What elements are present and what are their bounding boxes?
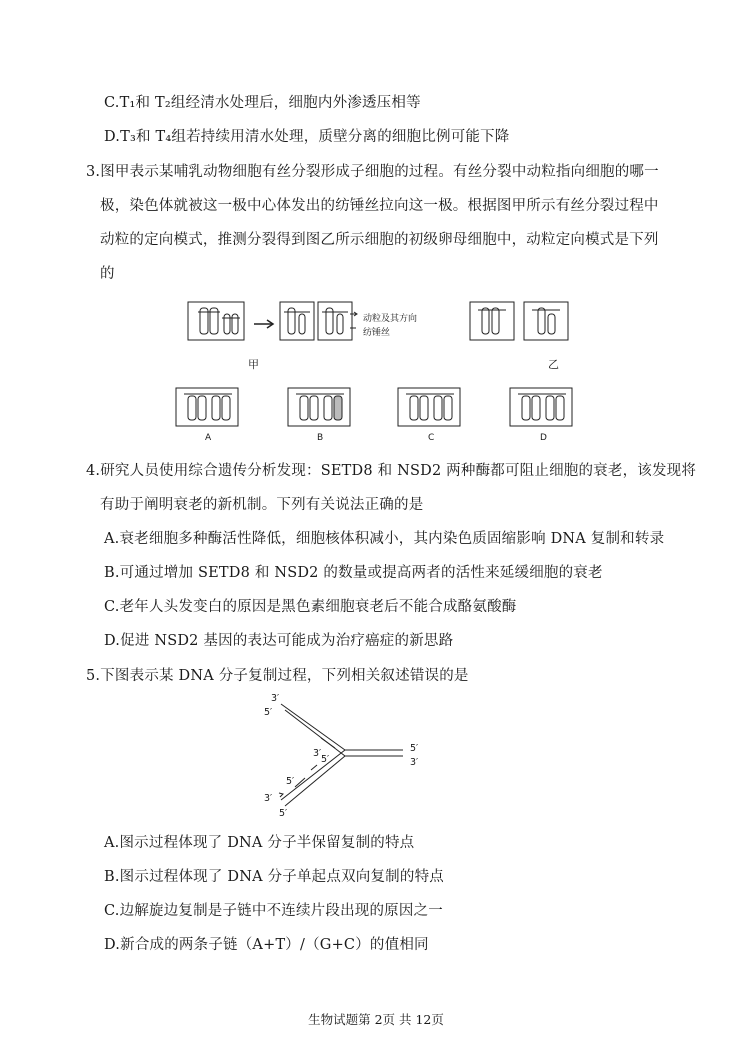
dna-label-5prime-lower: 5′ xyxy=(286,776,295,787)
option-b-label: B xyxy=(317,433,324,443)
q5-option-d: D.新合成的两条子链（A+T）/（G+C）的值相同 xyxy=(104,937,429,953)
q4-stem-line2: 有助于阐明衰老的新机制。下列有关说法正确的是 xyxy=(100,497,424,513)
q4-option-b: B.可通过增加 SETD8 和 NSD2 的数量或提高两者的活性来延缓细胞的衰老 xyxy=(104,565,603,581)
q3-stem-line1: 3.图甲表示某哺乳动物细胞有丝分裂形成子细胞的过程。有丝分裂中动粒指向细胞的哪一 xyxy=(86,164,659,180)
option-a-label: A xyxy=(205,433,212,443)
q4-option-c: C.老年人头发变白的原因是黑色素细胞衰老后不能合成酪氨酸酶 xyxy=(104,599,517,615)
q3-stem-line4: 的 xyxy=(100,266,115,282)
q4-stem-line1: 4.研究人员使用综合遗传分析发现：SETD8 和 NSD2 两种酶都可阻止细胞的衰老，该发现将 xyxy=(86,463,697,479)
jia-daughter-cell-1 xyxy=(280,302,314,340)
legend-spindle: 纺锤丝 xyxy=(363,328,391,338)
dna-label-3prime-mid: 3′ xyxy=(313,748,322,759)
option-d-label: D xyxy=(540,433,547,443)
jia-daughter-cell-2 xyxy=(318,302,352,340)
q5-option-b: B.图示过程体现了 DNA 分子单起点双向复制的特点 xyxy=(104,869,444,885)
q5-option-a: A.图示过程体现了 DNA 分子半保留复制的特点 xyxy=(104,835,415,851)
dna-label-3prime-right: 3′ xyxy=(410,757,419,768)
q3-stem-line2: 极，染色体就被这一极中心体发出的纺锤丝拉向这一极。根据图甲所示有丝分裂过程中 xyxy=(100,198,659,214)
dna-label-3prime-bottom: 3′ xyxy=(264,793,273,804)
prev-option-c: C.T₁和 T₂组经清水处理后，细胞内外渗透压相等 xyxy=(104,95,421,111)
q5-stem: 5.下图表示某 DNA 分子复制过程，下列相关叙述错误的是 xyxy=(86,668,469,684)
q5-dna-replication-figure xyxy=(255,688,435,820)
q4-option-d: D.促进 NSD2 基因的表达可能成为治疗癌症的新思路 xyxy=(104,633,454,649)
yi-cell-2 xyxy=(524,302,568,340)
q3-stem-line3: 动粒的定向模式，推测分裂得到图乙所示细胞的初级卵母细胞中，动粒定向模式是下列 xyxy=(100,232,659,248)
label-jia: 甲 xyxy=(248,358,259,371)
q5-option-c: C.边解旋边复制是子链中不连续片段出现的原因之一 xyxy=(104,903,443,919)
q4-option-a: A.衰老细胞多种酶活性降低，细胞核体积减小，其内染色质固缩影响 DNA 复制和转录 xyxy=(104,531,665,547)
option-c-label: C xyxy=(428,433,435,443)
dna-label-5prime-mid: 5′ xyxy=(321,754,330,765)
dna-label-5prime-bottom: 5′ xyxy=(279,808,288,819)
page-footer: 生物试题第 2页 共 12页 xyxy=(308,1012,444,1027)
dna-label-3prime-top: 3′ xyxy=(271,693,280,704)
legend-kinetochore: 动粒及其方向 xyxy=(363,314,418,324)
q3-options-figure xyxy=(170,384,590,434)
label-yi: 乙 xyxy=(548,358,559,371)
dna-label-5prime-right: 5′ xyxy=(410,743,419,754)
prev-option-d: D.T₃和 T₄组若持续用清水处理，质壁分离的细胞比例可能下降 xyxy=(104,129,510,145)
dna-label-5prime-top: 5′ xyxy=(264,707,273,718)
